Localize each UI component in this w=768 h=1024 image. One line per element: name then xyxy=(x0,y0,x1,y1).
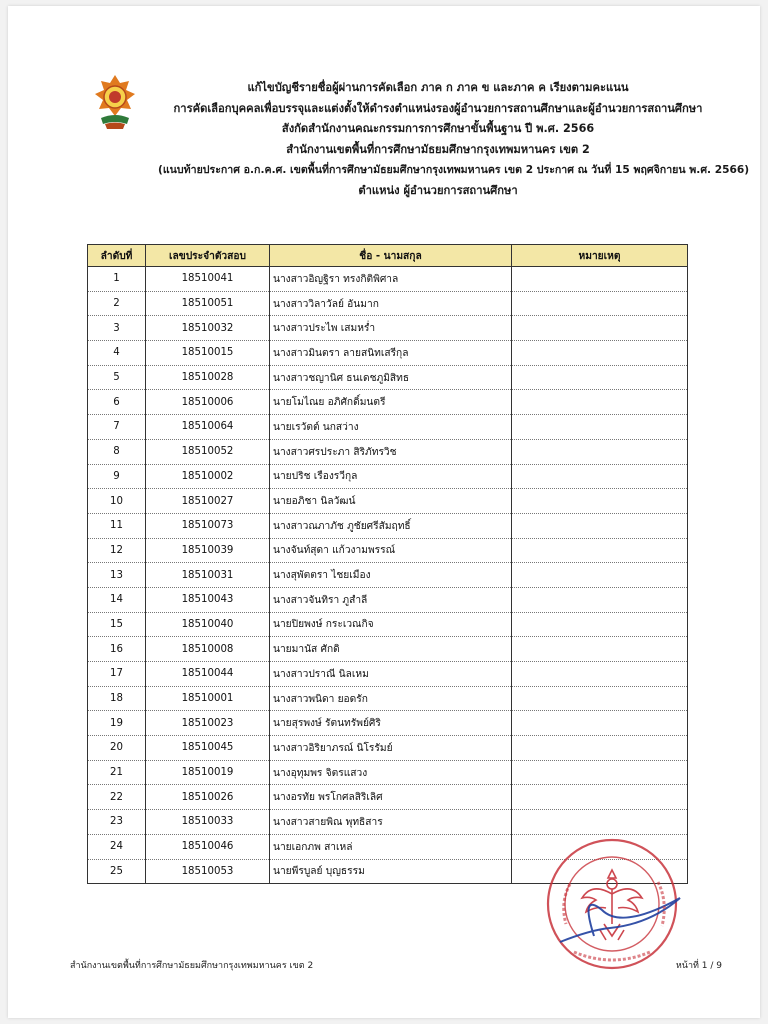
exam-id-cell: 18510039 xyxy=(146,538,270,563)
document-page xyxy=(8,6,760,1018)
name-cell: นางสาวชญานิศ ธนเดชภูมิสิทธ xyxy=(270,365,512,390)
exam-id-cell: 18510045 xyxy=(146,736,270,761)
note-cell xyxy=(512,267,688,292)
exam-id-cell: 18510032 xyxy=(146,316,270,341)
note-cell xyxy=(512,489,688,514)
name-cell: นางสาวอิญฐิรา ทรงกิติพิศาล xyxy=(270,267,512,292)
note-cell xyxy=(512,760,688,785)
note-cell xyxy=(512,563,688,588)
name-cell: นายอภิชา นิลวัฒน์ xyxy=(270,489,512,514)
name-cell: นางสาวอิริยาภรณ์ นิโรรัมย์ xyxy=(270,736,512,761)
rank-cell: 7 xyxy=(88,415,146,440)
table-row xyxy=(88,686,688,711)
name-cell: นายพีรบูลย์ บุญธรรม xyxy=(270,859,512,884)
table-row xyxy=(88,711,688,736)
rank-cell: 19 xyxy=(88,711,146,736)
name-cell: นายปริช เรืองรวีกุล xyxy=(270,464,512,489)
header-position: ตำแหน่ง ผู้อำนวยการสถานศึกษา xyxy=(358,183,518,197)
rank-cell: 25 xyxy=(88,859,146,884)
rank-cell: 21 xyxy=(88,760,146,785)
note-cell xyxy=(512,736,688,761)
rank-cell: 17 xyxy=(88,662,146,687)
exam-id-cell: 18510028 xyxy=(146,365,270,390)
name-cell: นางสาวสายพิณ พุทธิสาร xyxy=(270,810,512,835)
rank-cell: 10 xyxy=(88,489,146,514)
rank-cell: 6 xyxy=(88,390,146,415)
note-cell xyxy=(512,365,688,390)
table-header-row xyxy=(88,245,688,267)
note-cell xyxy=(512,316,688,341)
exam-id-cell: 18510044 xyxy=(146,662,270,687)
footer-office-name: สำนักงานเขตพื้นที่การศึกษามัธยมศึกษากรุงเทพมหานคร เขต 2 xyxy=(70,961,314,971)
header-title: แก้ไขบัญชีรายชื่อผู้ผ่านการคัดเลือก ภาค ก ภาค ข และภาค ค เรียงตามคะแนน xyxy=(247,81,629,94)
rank-cell: 14 xyxy=(88,587,146,612)
table-row xyxy=(88,390,688,415)
exam-id-cell: 18510026 xyxy=(146,785,270,810)
column-header-note: หมายเหตุ xyxy=(512,245,688,267)
rank-cell: 1 xyxy=(88,267,146,292)
name-cell: นายโมไณย อภิศักดิ์มนตรี xyxy=(270,390,512,415)
rank-cell: 4 xyxy=(88,341,146,366)
table-row xyxy=(88,341,688,366)
rank-cell: 13 xyxy=(88,563,146,588)
table-row xyxy=(88,439,688,464)
column-header-exam-id: เลขประจำตัวสอบ xyxy=(146,245,270,267)
table-row xyxy=(88,736,688,761)
name-cell: นายเรวัตต์ นกสว่าง xyxy=(270,415,512,440)
column-header-rank: ลำดับที่ xyxy=(88,245,146,267)
emblem-logo-icon xyxy=(93,74,137,130)
note-cell xyxy=(512,810,688,835)
exam-id-cell: 18510002 xyxy=(146,464,270,489)
note-cell xyxy=(512,291,688,316)
table-row xyxy=(88,538,688,563)
exam-id-cell: 18510046 xyxy=(146,834,270,859)
name-cell: นายเอกภพ สาเหล่ xyxy=(270,834,512,859)
exam-id-cell: 18510006 xyxy=(146,390,270,415)
table-row xyxy=(88,662,688,687)
name-cell: นางสาวปราณี นิลเหม xyxy=(270,662,512,687)
name-cell: นางจันท์สุดา แก้วงามพรรณ์ xyxy=(270,538,512,563)
exam-id-cell: 18510023 xyxy=(146,711,270,736)
table-row xyxy=(88,316,688,341)
table-row xyxy=(88,637,688,662)
note-cell xyxy=(512,587,688,612)
exam-id-cell: 18510043 xyxy=(146,587,270,612)
header-announcement: (แนบท้ายประกาศ อ.ก.ค.ศ. เขตพื้นที่การศึกษามัธยมศึกษากรุงเทพมหานคร เขต 2 ประกาศ ณ วันที่ 15 พฤศจิกายน พ.ศ. 2566) xyxy=(158,164,750,176)
exam-id-cell: 18510033 xyxy=(146,810,270,835)
name-cell: นางสาวประไพ เสมหร่ำ xyxy=(270,316,512,341)
note-cell xyxy=(512,464,688,489)
name-cell: นางสาววิลาวัลย์ อันมาก xyxy=(270,291,512,316)
results-table xyxy=(87,244,688,884)
rank-cell: 15 xyxy=(88,612,146,637)
rank-cell: 2 xyxy=(88,291,146,316)
exam-id-cell: 18510073 xyxy=(146,513,270,538)
column-header-name: ชื่อ - นามสกุล xyxy=(270,245,512,267)
note-cell xyxy=(512,612,688,637)
table-row xyxy=(88,415,688,440)
name-cell: นางสาวณภาภัช ภูชัยศรีสัมฤทธิ์ xyxy=(270,513,512,538)
header-office: สำนักงานเขตพื้นที่การศึกษามัธยมศึกษากรุงเทพมหานคร เขต 2 xyxy=(286,142,590,156)
name-cell: นางสาวจันทิรา ภูสำลี xyxy=(270,587,512,612)
table-row xyxy=(88,464,688,489)
exam-id-cell: 18510041 xyxy=(146,267,270,292)
results-table-container xyxy=(87,244,687,884)
name-cell: นางสาวศรประภา สิริภัทรวิช xyxy=(270,439,512,464)
table-row xyxy=(88,563,688,588)
name-cell: นางอรทัย พรโกศลสิริเลิศ xyxy=(270,785,512,810)
table-row xyxy=(88,365,688,390)
table-row xyxy=(88,785,688,810)
exam-id-cell: 18510040 xyxy=(146,612,270,637)
table-row xyxy=(88,513,688,538)
exam-id-cell: 18510064 xyxy=(146,415,270,440)
note-cell xyxy=(512,686,688,711)
table-row xyxy=(88,587,688,612)
header-agency: สังกัดสำนักงานคณะกรรมการการศึกษาขั้นพื้นฐาน ปี พ.ศ. 2566 xyxy=(281,122,595,135)
table-row xyxy=(88,291,688,316)
table-row xyxy=(88,489,688,514)
rank-cell: 12 xyxy=(88,538,146,563)
note-cell xyxy=(512,785,688,810)
footer-page-number: หน้าที่ 1 / 9 xyxy=(675,961,722,971)
exam-id-cell: 18510019 xyxy=(146,760,270,785)
rank-cell: 23 xyxy=(88,810,146,835)
name-cell: นางอุทุมพร จิตรแสวง xyxy=(270,760,512,785)
name-cell: นางสาวพนิดา ยอดรัก xyxy=(270,686,512,711)
rank-cell: 22 xyxy=(88,785,146,810)
exam-id-cell: 18510027 xyxy=(146,489,270,514)
rank-cell: 20 xyxy=(88,736,146,761)
table-row xyxy=(88,810,688,835)
table-row xyxy=(88,760,688,785)
rank-cell: 9 xyxy=(88,464,146,489)
name-cell: นายปิยพงษ์ กระเวณกิจ xyxy=(270,612,512,637)
rank-cell: 3 xyxy=(88,316,146,341)
exam-id-cell: 18510015 xyxy=(146,341,270,366)
rank-cell: 18 xyxy=(88,686,146,711)
note-cell xyxy=(512,711,688,736)
rank-cell: 5 xyxy=(88,365,146,390)
table-body xyxy=(88,267,688,884)
name-cell: นายมานัส ศักดิ xyxy=(270,637,512,662)
note-cell xyxy=(512,513,688,538)
note-cell xyxy=(512,341,688,366)
note-cell xyxy=(512,662,688,687)
name-cell: นายสุรพงษ์ รัตนทรัพย์ศิริ xyxy=(270,711,512,736)
name-cell: นางสาวมินตรา ลายสนิทเสรีกุล xyxy=(270,341,512,366)
rank-cell: 16 xyxy=(88,637,146,662)
note-cell xyxy=(512,538,688,563)
rank-cell: 24 xyxy=(88,834,146,859)
document-header xyxy=(158,78,750,201)
name-cell: นางสุพัตตรา ไชยเมือง xyxy=(270,563,512,588)
rank-cell: 11 xyxy=(88,513,146,538)
note-cell xyxy=(512,415,688,440)
exam-id-cell: 18510052 xyxy=(146,439,270,464)
table-row xyxy=(88,267,688,292)
exam-id-cell: 18510031 xyxy=(146,563,270,588)
rank-cell: 8 xyxy=(88,439,146,464)
table-row xyxy=(88,612,688,637)
exam-id-cell: 18510053 xyxy=(146,859,270,884)
exam-id-cell: 18510008 xyxy=(146,637,270,662)
exam-id-cell: 18510001 xyxy=(146,686,270,711)
note-cell xyxy=(512,390,688,415)
header-subtitle: การคัดเลือกบุคคลเพื่อบรรจุและแต่งตั้งให้ดำรงตำแหน่งรองผู้อำนวยการสถานศึกษาและผู้อำนวยการสถานศึกษา xyxy=(173,101,703,115)
exam-id-cell: 18510051 xyxy=(146,291,270,316)
note-cell xyxy=(512,637,688,662)
note-cell xyxy=(512,439,688,464)
